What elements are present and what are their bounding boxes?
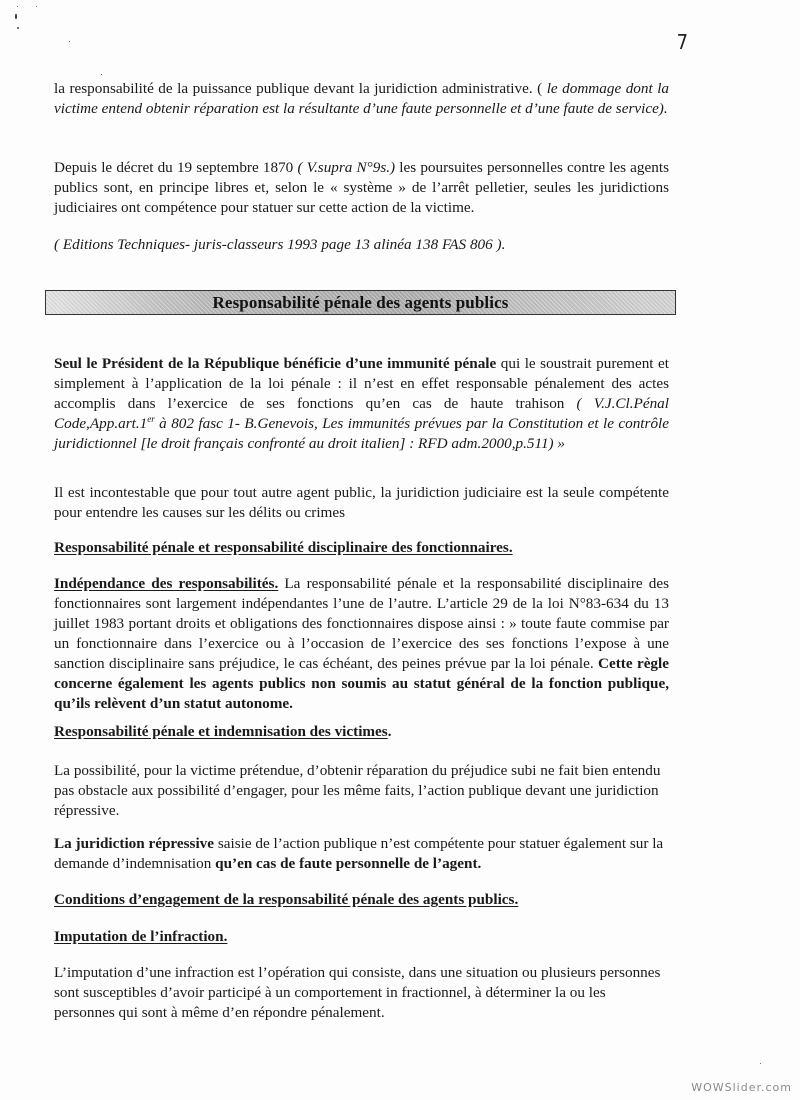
immunity-lead: Seul le Président de la République bénéficie d’une immunité pénale <box>54 355 497 372</box>
immunity-citation-a: ( V.J.Cl.Pénal Code,App.art.1 <box>54 395 669 432</box>
conditions-heading: Conditions d’engagement de la responsabilité pénale des agents publics. <box>54 891 519 908</box>
intro-paragraph <box>54 79 669 119</box>
imputation-subheading: Imputation de l’infraction. <box>54 928 228 945</box>
intro-italic-note: le dommage dont la victime entend obtenir réparation est la résultante d’une faute personnelle et d’une faute de service). <box>54 80 670 117</box>
watermark: WOWSlider.com <box>691 1081 792 1094</box>
independence-subheading: Indépendance des responsabilités. <box>54 575 279 592</box>
disciplinary-paragraph <box>54 574 669 714</box>
indemnisation-heading-dot: . <box>387 723 392 740</box>
indemnisation-heading: Responsabilité pénale et indemnisation des victimes <box>54 723 388 740</box>
section-title: Responsabilité pénale des agents publics <box>212 292 509 312</box>
decree-reference: ( V.supra N°9s.) <box>297 159 396 176</box>
decree-paragraph <box>54 158 669 218</box>
scan-speck <box>17 27 19 29</box>
competence-paragraph: Il est incontestable que pour tout autre agent public, la juridiction judiciaire est la seule compétente pour entendre les causes sur les délits ou crimes <box>54 484 669 521</box>
page-number: 7 <box>676 30 689 54</box>
imputation-paragraph: L’imputation d’une infraction est l’opération qui consiste, dans une situation ou plusieurs personnes sont susceptibles d’avoir participé à un comportement in fractionnel, à déterminer la ou les personnes qui sont à même d’en répondre pénalement. <box>54 964 661 1021</box>
scan-speck <box>36 6 37 7</box>
indemnisation-text: saisie de l’action publique n’est compétente pour statuer également sur la demande d’indemnisation <box>54 835 664 872</box>
decree-text-b: les poursuites personnelles contre les agents publics sont, en principe libres et, selon le « système » de l’arrêt pelletier, seules les juridictions judiciaires ont compétence pour statuer sur cette action de la victime. <box>54 159 669 216</box>
intro-text: la responsabilité de la puissance publique devant la juridiction administrative. ( <box>54 80 543 97</box>
repressive-jurisdiction: La juridiction répressive <box>54 835 215 852</box>
disciplinary-bold-rule: Cette règle concerne également les agents publics non soumis au statut général de la fonction publique, qu’ils relèvent d’un statut autonome. <box>54 655 669 712</box>
scan-speck <box>69 41 70 42</box>
citation: ( Editions Techniques- juris-classeurs 1993 page 13 alinéa 138 FAS 806 ). <box>54 236 506 253</box>
immunity-text: qui le soustrait purement et simplement à l’application de la loi pénale : il n’est en effet responsable pénalement des actes accomplis dans l’exercice de ses fonctions qu’en cas de haute trahison <box>54 355 669 412</box>
section-banner <box>45 290 676 315</box>
disciplinary-text: La responsabilité pénale et la responsabilité disciplinaire des fonctionnaires sont largement indépendantes l’une de l’autre. L’article 29 de la loi N°83-634 du 13 juillet 1983 portant droits et obligations des fonctionnaires dispose ainsi : » toute faute commise par un fonctionnaire dans l’exercice ou à l’occasion de l’exercice des ses fonctions l’expose à une sanction disciplinaire sans préjudice, le cas échéant, des peines prévue par la loi pénale. <box>54 575 670 672</box>
indemnisation-paragraph-1: La possibilité, pour la victime prétendue, d’obtenir réparation du préjudice subi ne fait bien entendu pas obstacle aux possibilité d’engager, pour les même faits, l’action publique devant une juridiction répressive. <box>54 762 661 819</box>
scan-speck <box>15 14 17 19</box>
disciplinary-heading: Responsabilité pénale et responsabilité disciplinaire des fonctionnaires. <box>54 539 513 556</box>
scan-speck <box>101 74 102 75</box>
imputation-heading-row <box>54 927 669 947</box>
immunity-citation-b: à 802 fasc 1- B.Genevois, Les immunités prévues par la Constitution et le contrôle juridictionnel [le droit français confronté au droit italien] : RFD adm.2000,p.511) » <box>54 415 669 452</box>
decree-text-a: Depuis le décret du 19 septembre 1870 <box>54 159 298 176</box>
indemnisation-heading-row <box>54 722 669 742</box>
disciplinary-heading-row <box>54 538 669 558</box>
indemnisation-paragraph-2 <box>54 834 669 874</box>
scan-speck <box>17 6 18 7</box>
personal-fault-clause: qu’en cas de faute personnelle de l’agent. <box>215 855 482 872</box>
immunity-citation-sup: er <box>147 413 155 424</box>
immunity-paragraph <box>54 354 669 454</box>
conditions-heading-row <box>54 890 669 910</box>
scan-speck <box>760 1063 761 1064</box>
